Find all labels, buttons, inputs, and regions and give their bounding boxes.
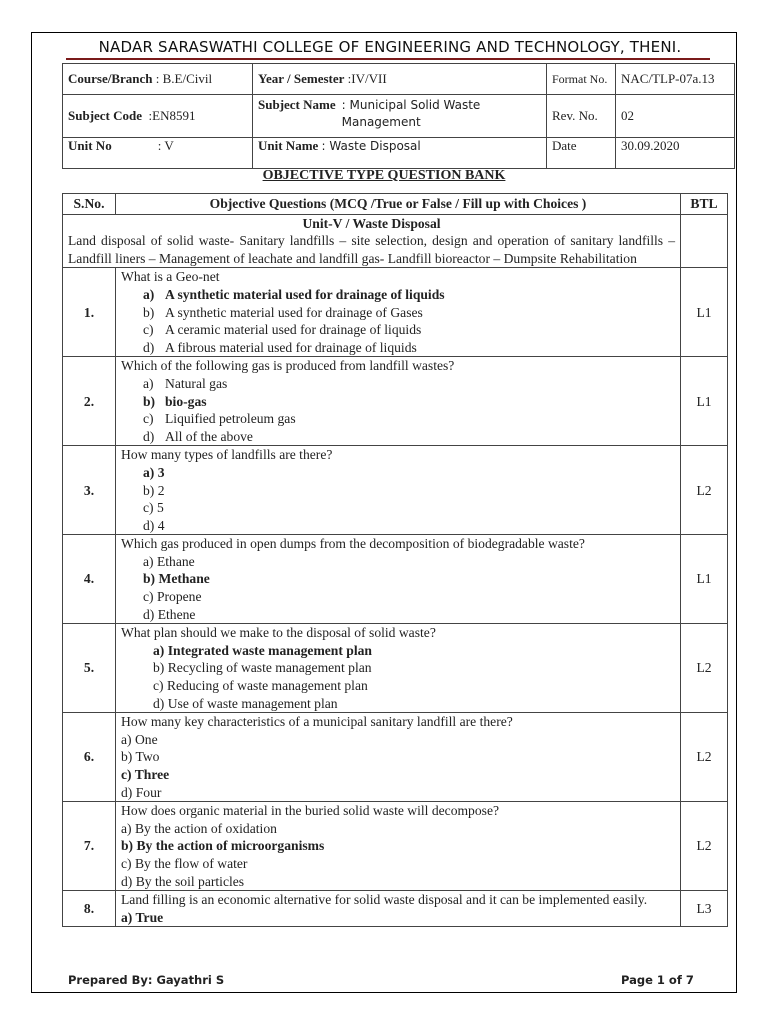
question-row [63, 446, 728, 535]
question-cell [116, 891, 681, 927]
question-row [63, 802, 728, 891]
question-text: How many types of landfills are there? [121, 447, 333, 463]
option-d: d) By the soil particles [121, 873, 245, 889]
options-list [121, 642, 675, 712]
subject-name-value: : Municipal Solid Waste Management [341, 98, 481, 129]
option-a: a) A synthetic material used for drainage of liquids [143, 286, 445, 302]
unit-no-cell [63, 138, 253, 169]
question-text: How many key characteristics of a municipal sanitary landfill are there? [121, 714, 513, 730]
unit-name-cell [253, 138, 547, 169]
course-value: : B.E/Civil [155, 71, 213, 86]
options-list [121, 820, 675, 890]
option-b: b) By the action of microorganisms [121, 838, 325, 854]
question-text: How does organic material in the buried solid waste will decompose? [121, 803, 500, 819]
subject-name-label: Subject Name [258, 97, 336, 112]
question-row [63, 624, 728, 713]
option-d: d) A fibrous material used for drainage of liquids [143, 339, 417, 355]
option-d: d) 4 [143, 517, 165, 533]
question-text: What is a Geo-net [121, 269, 220, 285]
unit-no-label: Unit No [68, 138, 112, 153]
unit-name-label: Unit Name [258, 138, 319, 153]
college-name: NADAR SARASWATHI COLLEGE OF ENGINEERING AND TECHNOLOGY, THENI. [98, 38, 682, 56]
subject-code-value: :EN8591 [148, 108, 196, 123]
question-cell [116, 535, 681, 624]
format-value: NAC/TLP-07a.13 [616, 64, 735, 95]
page-number: Page 1 of 7 [621, 973, 694, 987]
prepared-by: Prepared By: Gayathri S [68, 973, 225, 987]
year-cell [253, 64, 547, 95]
course-cell [63, 64, 253, 95]
subject-code-label: Subject Code [68, 108, 143, 123]
option-d: d) Four [121, 784, 162, 800]
option-d: d) Ethene [143, 606, 196, 622]
option-d: d) Use of waste management plan [153, 695, 338, 711]
question-text: Which of the following gas is produced from landfill wastes? [121, 358, 455, 374]
question-row [63, 713, 728, 802]
option-c: c) Liquified petroleum gas [143, 411, 296, 427]
question-cell [116, 446, 681, 535]
option-b: b) A synthetic material used for drainage of Gases [143, 304, 423, 320]
subject-code-cell [63, 95, 253, 138]
option-c: c) 5 [143, 500, 164, 516]
option-b: b) Two [121, 749, 160, 765]
btl-level: L1 [681, 535, 728, 624]
question-row [63, 891, 728, 927]
option-a: a) Ethane [143, 553, 195, 569]
question-row [63, 535, 728, 624]
course-label: Course/Branch [68, 71, 153, 86]
option-a: a) 3 [143, 464, 165, 480]
unit-syllabus: Land disposal of solid waste- Sanitary landfills – site selection, design and operation of sanitary landfills – Landfill liners – Management of leachate and landfill gas- Landfill bioreactor – Dumpsite Rehabilitation [68, 233, 675, 266]
question-bank-title: OBJECTIVE TYPE QUESTION BANK [262, 168, 506, 183]
year-value: :IV/VII [347, 71, 387, 86]
unit-name-value: : Waste Disposal [321, 139, 421, 153]
question-cell [116, 357, 681, 446]
question-cell [116, 713, 681, 802]
btl-level: L2 [681, 802, 728, 891]
date-value: 30.09.2020 [616, 138, 735, 169]
question-cell [116, 802, 681, 891]
sno-header: S.No. [63, 194, 116, 215]
question-number: 2. [63, 357, 116, 446]
btl-level: L2 [681, 624, 728, 713]
question-number: 7. [63, 802, 116, 891]
option-b: b) bio-gas [143, 393, 207, 409]
option-b: b) 2 [143, 482, 165, 498]
option-a: a) Natural gas [143, 375, 228, 391]
unit-block [63, 214, 681, 268]
option-c: c) Three [121, 767, 170, 782]
question-bank-table [62, 193, 728, 927]
date-label: Date [547, 138, 616, 169]
options-list [121, 731, 675, 801]
option-b: b) Recycling of waste management plan [153, 660, 372, 676]
questions-header: Objective Questions (MCQ /True or False / Fill up with Choices ) [116, 194, 681, 215]
format-label: Format No. [547, 64, 616, 95]
options-list [121, 464, 675, 534]
rev-label: Rev. No. [547, 95, 616, 138]
question-row [63, 268, 728, 357]
question-cell [116, 268, 681, 357]
options-list [121, 909, 675, 927]
unit-heading: Unit-V / Waste Disposal [302, 215, 441, 231]
option-d: d) All of the above [143, 428, 253, 444]
option-c: c) Reducing of waste management plan [153, 678, 368, 694]
option-a: a) True [121, 909, 164, 925]
btl-level: L2 [681, 446, 728, 535]
question-number: 6. [63, 713, 116, 802]
unit-btl-empty [681, 214, 728, 268]
question-text: Land filling is an economic alternative for solid waste disposal and it can be implemented easily. [121, 892, 648, 908]
question-row [63, 357, 728, 446]
options-list [121, 286, 675, 356]
option-b: b) Methane [143, 571, 210, 587]
option-a: a) By the action of oxidation [121, 820, 277, 836]
option-c: c) A ceramic material used for drainage of liquids [143, 322, 422, 338]
btl-level: L1 [681, 268, 728, 357]
question-number: 3. [63, 446, 116, 535]
options-list [121, 375, 675, 445]
year-label: Year / Semester [258, 71, 345, 86]
rev-value: 02 [616, 95, 735, 138]
option-c: c) By the flow of water [121, 855, 248, 871]
question-number: 4. [63, 535, 116, 624]
option-a: a) Integrated waste management plan [153, 642, 372, 658]
btl-level: L3 [681, 891, 728, 927]
title-rule [66, 58, 710, 60]
question-cell [116, 624, 681, 713]
unit-no-value: : V [157, 138, 174, 153]
btl-level: L1 [681, 357, 728, 446]
question-text: What plan should we make to the disposal of solid waste? [121, 625, 436, 641]
subject-name-cell [253, 95, 547, 138]
option-a: a) One [121, 731, 158, 747]
question-number: 1. [63, 268, 116, 357]
btl-header: BTL [681, 194, 728, 215]
btl-level: L2 [681, 713, 728, 802]
question-number: 8. [63, 891, 116, 927]
option-c: c) Propene [143, 589, 202, 605]
question-text: Which gas produced in open dumps from the decomposition of biodegradable waste? [121, 536, 585, 552]
document-header-table [62, 63, 735, 169]
question-number: 5. [63, 624, 116, 713]
options-list [121, 553, 675, 623]
